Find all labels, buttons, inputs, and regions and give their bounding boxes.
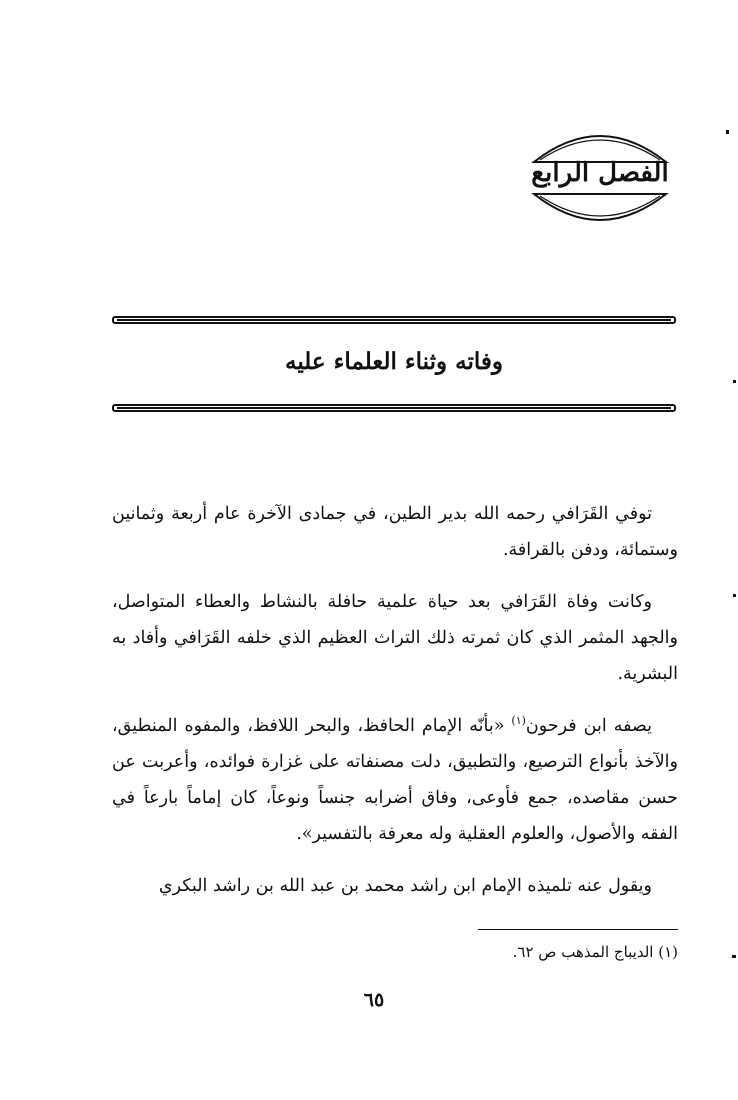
footnote-rule	[478, 929, 678, 930]
paragraph-3	[112, 708, 678, 852]
paragraph-4: ويقول عنه تلميذه الإمام ابن راشد محمد بن عبد الله بن راشد البكري	[158, 876, 652, 896]
page-number: ٦٥	[363, 989, 385, 1011]
scan-speck	[732, 955, 736, 958]
scan-speck	[726, 130, 729, 134]
scan-speck	[733, 594, 736, 597]
chapter-title: الفصل الرابع	[531, 158, 669, 188]
chapter-heading	[530, 128, 670, 223]
paragraph-3-quote: «بأنّه الإمام الحافظ، والبحر اللافظ، والمفوه المنطيق، والآخذ بأنواع الترصيع، والتطبيق، دلت مصنفاته على غزارة فوائده، وأعربت عن حسن مقاصده، جمع فأوعى، وفاق أضرابه جنساً ونوعاً، كان إماماً بارعاً في الفقه والأصول، والعلوم العقلية وله معرفة بالتفسير».	[112, 716, 678, 844]
section-bottom-rule	[112, 404, 676, 412]
paragraph-1: توفي القَرَافي رحمه الله بدير الطين، في جمادى الآخرة عام أربعة وثمانين وستمائة، ودفن بالقرافة.	[112, 504, 678, 560]
footnote: (١) الديباج المذهب ص ٦٢.	[512, 943, 678, 961]
paragraph-2: وكانت وفاة القَرَافي بعد حياة علمية حافلة بالنشاط والعطاء المتواصل، والجهد المثمر الذي كان ثمرته ذلك التراث العظيم الذي خلفه القَرَافي وأفاد به البشرية.	[112, 592, 678, 684]
body-text	[112, 496, 678, 920]
section-top-rule	[112, 316, 676, 324]
section-title: وفاته وثناء العلماء عليه	[285, 348, 503, 375]
scan-speck	[733, 380, 736, 383]
paragraph-3-lead: يصفه ابن فرحون	[525, 716, 652, 736]
footnote-reference: (١)	[511, 714, 526, 728]
